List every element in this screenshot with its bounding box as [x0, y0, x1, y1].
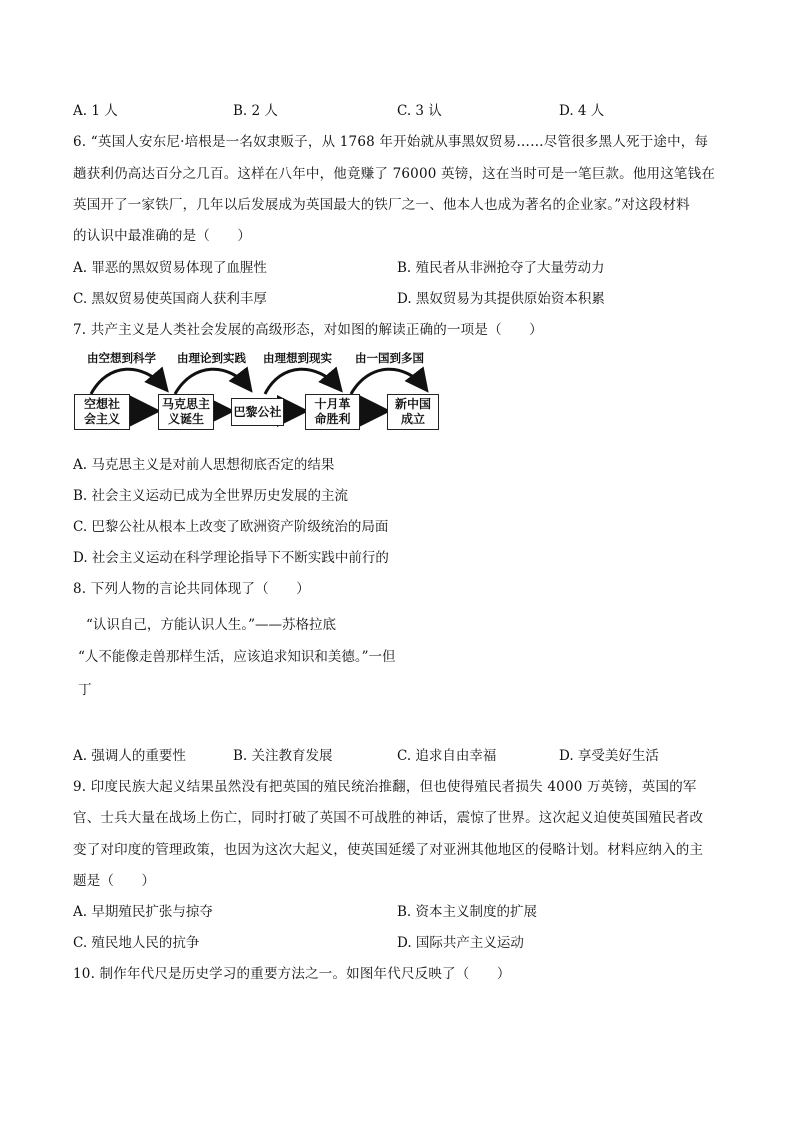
node-october-revolution: 十月革 命胜利	[305, 394, 360, 430]
q10-stem: 10. 制作年代尺是历史学习的重要方法之一。如图年代尺反映了（ ）	[73, 966, 511, 982]
q9-stem-line-4: 题是（ ）	[73, 873, 156, 889]
curved-arrow-1	[91, 369, 165, 394]
q7-option-b[interactable]: B. 社会主义运动已成为全世界历史发展的主流	[73, 488, 349, 504]
curved-arrow-3	[265, 369, 339, 394]
q6-option-a[interactable]: A. 罪恶的黑奴贸易体现了血腥性	[73, 260, 267, 276]
q8-quote-dante: “人不能像走兽那样生活，应该追求知识和美德。”一但	[78, 649, 396, 665]
stage-label-1: 由空想到科学	[87, 351, 156, 365]
q7-option-d[interactable]: D. 社会主义运动在科学理论指导下不断实践中前行的	[73, 550, 389, 566]
q8-option-a[interactable]: A. 强调人的重要性	[73, 748, 186, 764]
q9-stem-line-1: 9. 印度民族大起义结果虽然没有把英国的殖民统治推翻，但也使得殖民者损失 4000 万英镑，英国的军	[73, 779, 697, 795]
q7-option-c[interactable]: C. 巴黎公社从根本上改变了欧洲资产阶级统治的局面	[73, 519, 389, 535]
curved-arrow-4	[351, 369, 425, 394]
q8-quote-socrates: “认识自己，方能认识人生。”——苏格拉底	[86, 617, 337, 633]
q7-diagram	[73, 348, 443, 436]
q5-option-a[interactable]: A. 1 人	[73, 103, 118, 119]
q5-option-c[interactable]: C. 3 认	[397, 103, 442, 119]
q9-option-b[interactable]: B. 资本主义制度的扩展	[397, 904, 538, 920]
q5-option-b[interactable]: B. 2 人	[233, 103, 278, 119]
q8-option-b[interactable]: B. 关注教育发展	[233, 748, 333, 764]
q6-stem-line-4: 的认识中最准确的是（ ）	[73, 228, 252, 244]
q6-stem-line-2: 趟获利仍高达百分之几百。这样在八年中，他竟赚了 76000 英镑，这在当时可是一笔巨款。他用这笔钱在	[73, 166, 716, 182]
node-new-china: 新中国 成立	[387, 394, 439, 430]
q6-option-c[interactable]: C. 黑奴贸易使英国商人获利丰厚	[73, 291, 267, 307]
node-utopian-socialism: 空想社 会主义	[74, 394, 130, 430]
q9-option-a[interactable]: A. 早期殖民扩张与掠夺	[73, 904, 213, 920]
q7-stem: 7. 共产主义是人类社会发展的高级形态，对如图的解读正确的一项是（ ）	[73, 322, 543, 338]
q9-stem-line-2: 官、士兵大量在战场上伤亡，同时打破了英国不可战胜的神话，震惊了世界。这次起义迫使英国殖民者改	[73, 810, 704, 826]
stage-label-3: 由理想到现实	[263, 351, 332, 365]
stage-label-2: 由理论到实践	[177, 351, 246, 365]
q6-option-b[interactable]: B. 殖民者从非洲抢夺了大量劳动力	[397, 260, 605, 276]
q8-option-d[interactable]: D. 享受美好生活	[559, 748, 659, 764]
q8-quote-dante-cont: 丁	[78, 682, 92, 698]
node-marxism-birth: 马克思主 义诞生	[158, 394, 214, 430]
q8-stem: 8. 下列人物的言论共同体现了（ ）	[73, 581, 310, 597]
q9-option-d[interactable]: D. 国际共产主义运动	[397, 935, 524, 951]
q6-stem-line-1: 6. “英国人安东尼·培根是一名奴隶贩子，从 1768 年开始就从事黑奴贸易……尽管很多黑人死于途中，每	[73, 134, 709, 150]
stage-label-4: 由一国到多国	[355, 351, 424, 365]
q6-option-d[interactable]: D. 黑奴贸易为其提供原始资本积累	[397, 291, 605, 307]
curved-arrow-2	[175, 369, 249, 394]
q7-option-a[interactable]: A. 马克思主义是对前人思想彻底否定的结果	[73, 457, 335, 473]
q6-stem-line-3: 英国开了一家铁厂，几年以后发展成为英国最大的铁厂之一、他本人也成为著名的企业家。”对这段材料	[73, 197, 690, 213]
q5-option-d[interactable]: D. 4 人	[559, 103, 605, 119]
q9-option-c[interactable]: C. 殖民地人民的抗争	[73, 935, 200, 951]
q8-option-c[interactable]: C. 追求自由幸福	[397, 748, 497, 764]
q9-stem-line-3: 变了对印度的管理政策，也因为这次大起义，使英国延缓了对亚洲其他地区的侵略计划。材料应纳入的主	[73, 842, 704, 858]
node-paris-commune: 巴黎公社	[231, 398, 284, 426]
